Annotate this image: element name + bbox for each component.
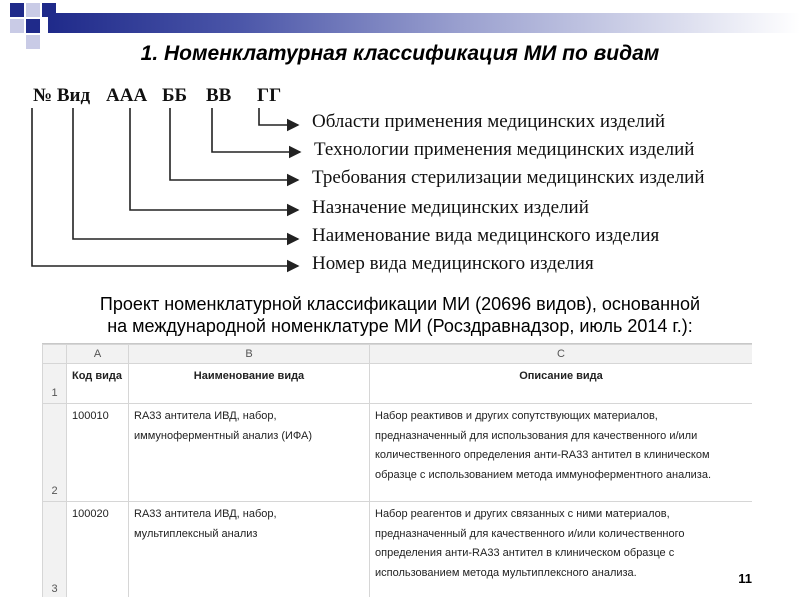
classification-description — [0, 293, 800, 337]
row-number[interactable]: 3 — [43, 502, 67, 598]
legend-sterilization-requirements: Требования стерилизации медицинских изделий — [312, 167, 705, 188]
column-letter-b[interactable]: B — [129, 345, 370, 364]
legend-purpose: Назначение медицинских изделий — [312, 197, 589, 218]
cell-name[interactable]: RA33 антитела ИВД, набор, иммуноферментный анализ (ИФА) — [129, 404, 370, 502]
row-number[interactable]: 1 — [43, 364, 67, 404]
table-row — [43, 364, 753, 404]
sheet-corner — [43, 345, 67, 364]
column-header-row — [43, 345, 753, 364]
column-letter-c[interactable]: C — [370, 345, 753, 364]
connector-bb — [170, 108, 298, 180]
code-segment-number: № Вид — [33, 85, 91, 106]
table-row — [43, 404, 753, 502]
header-code[interactable]: Код вида — [67, 364, 129, 404]
code-segment-gg: ГГ — [257, 85, 282, 106]
spreadsheet-excerpt — [42, 343, 752, 597]
slide-title: 1. Номенклатурная классификация МИ по видам — [140, 42, 660, 65]
connector-vid — [73, 108, 298, 239]
connector-number — [32, 108, 298, 266]
legend-type-name: Наименование вида медицинского изделия — [312, 225, 660, 246]
cell-description[interactable]: Набор реагентов и других связанных с ними материалов, предназначенный для качественного и/или количественного определения анти-RA33 антител в клиническом образце с использованием метода мультиплексного анализа. — [370, 502, 753, 598]
header-name[interactable]: Наименование вида — [129, 364, 370, 404]
table-row — [43, 502, 753, 598]
code-segment-vv: ВВ — [206, 85, 232, 106]
legend-application-areas: Области применения медицинских изделий — [312, 111, 666, 132]
code-segment-bb: ББ — [162, 85, 188, 106]
connector-aaa — [130, 108, 298, 210]
legend-application-technologies: Технологии применения медицинских изделий — [314, 139, 695, 160]
cell-name[interactable]: RA33 антитела ИВД, набор, мультиплексный анализ — [129, 502, 370, 598]
row-number[interactable]: 2 — [43, 404, 67, 502]
code-segment-aaa: ААА — [106, 85, 148, 106]
cell-description[interactable]: Набор реактивов и других сопутствующих материалов, предназначенный для использования для качественного и/или количественного определения анти-RA33 антител в клиническом образце с использованием метода иммуноферментного анализа. — [370, 404, 753, 502]
legend-type-number: Номер вида медицинского изделия — [312, 253, 594, 274]
description-line-2: на международной номенклатуре МИ (Росздравнадзор, июль 2014 г.): — [107, 316, 693, 336]
cell-code[interactable]: 100020 — [67, 502, 129, 598]
page-number: 11 — [738, 571, 752, 586]
description-line-1: Проект номенклатурной классификации МИ (20696 видов), основанной — [99, 294, 701, 314]
column-letter-a[interactable]: A — [67, 345, 129, 364]
connector-vv — [212, 108, 300, 152]
connector-gg — [259, 108, 298, 125]
cell-code[interactable]: 100010 — [67, 404, 129, 502]
header-description[interactable]: Описание вида — [370, 364, 753, 404]
